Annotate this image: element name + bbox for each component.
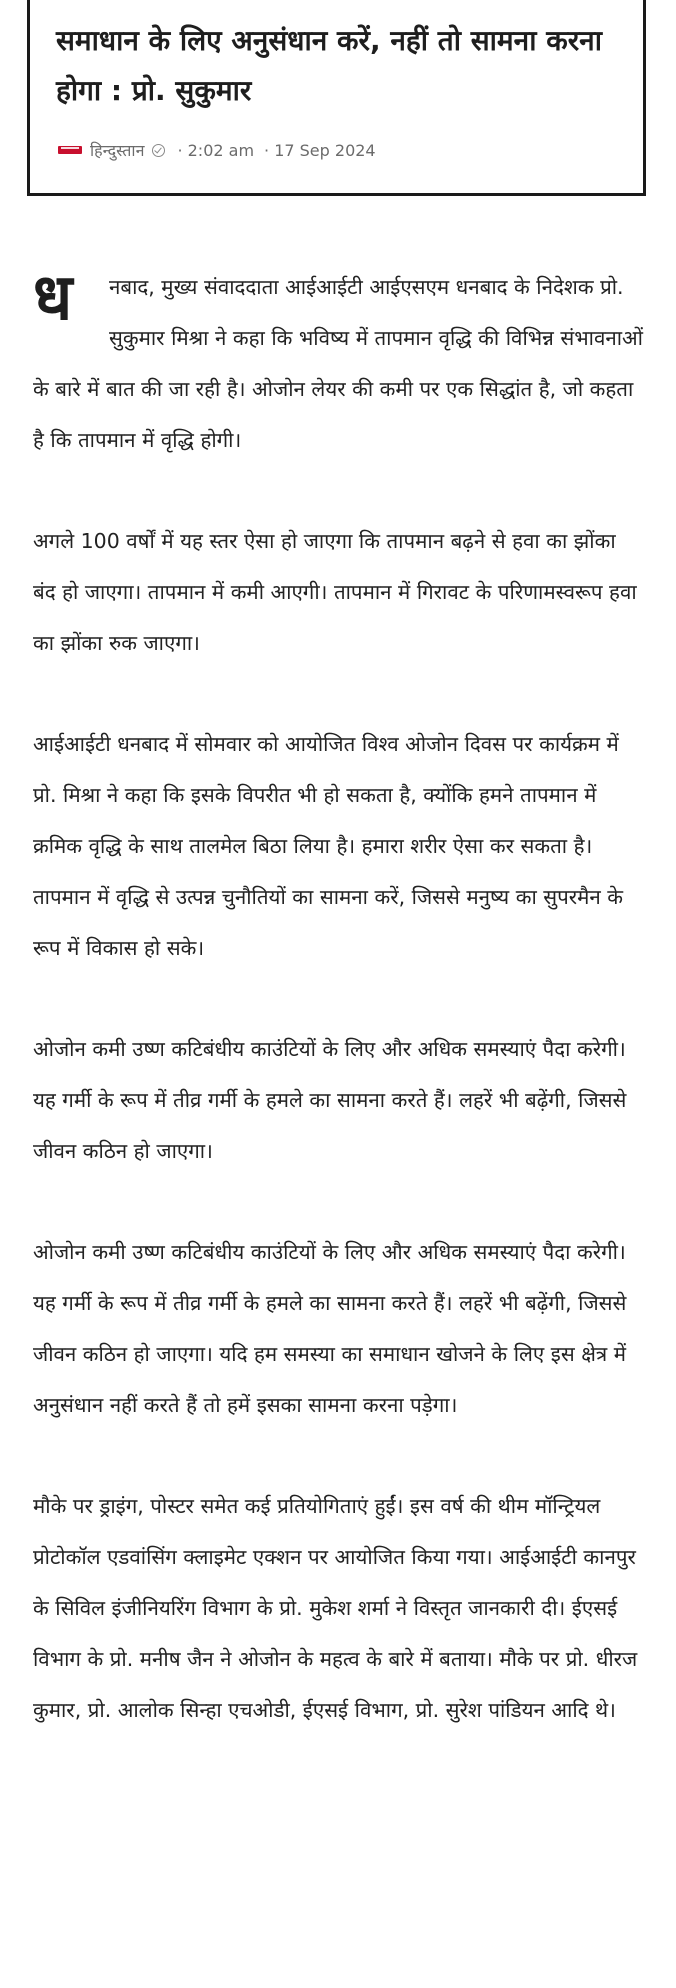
article-paragraph: आईआईटी धनबाद में सोमवार को आयोजित विश्व ओजोन दिवस पर कार्यक्रम में प्रो. मिश्रा ने कहा कि इसके विपरीत भी हो सकता है, क्योंकि हमने तापमान में क्रमिक वृद्धि के साथ तालमेल बिठा लिया है। हमारा शरीर ऐसा कर सकता है। तापमान में वृद्धि से उत्पन्न चुनौतियों का सामना करें, जिससे मनुष्य का सुपरमैन के रूप में विकास हो सके।	[33, 732, 624, 960]
article-paragraph: मौके पर ड्राइंग, पोस्टर समेत कई प्रतियोगिताएं हुईं। इस वर्ष की थीम मॉन्ट्रियल प्रोटोकॉल एडवांसिंग क्लाइमेट एक्शन पर आयोजित किया गया। आईआईटी कानपुर के सिविल इंजीनियरिंग विभाग के प्रो. मुकेश शर्मा ने विस्तृत जानकारी दी। ईएसई विभाग के प्रो. मनीष जैन ने ओजोन के महत्व के बारे में बताया। मौके पर प्रो. धीरज कुमार, प्रो. आलोक सिन्हा एचओडी, ईएसई विभाग, प्रो. सुरेश पांडियन आदि थे।	[33, 1494, 638, 1722]
article-paragraph: अगले 100 वर्षों में यह स्तर ऐसा हो जाएगा कि तापमान बढ़ने से हवा का झोंका बंद हो जाएगा। तापमान में कमी आएगी। तापमान में गिरावट के परिणामस्वरूप हवा का झोंका रुक जाएगा।	[33, 529, 637, 655]
article-paragraph: ओजोन कमी उष्ण कटिबंधीय काउंटियों के लिए और अधिक समस्याएं पैदा करेगी। यह गर्मी के रूप में तीव्र गर्मी के हमले का सामना करते हैं। लहरें भी बढ़ेंगी, जिससे जीवन कठिन हो जाएगा।	[33, 1037, 627, 1163]
publisher-logo-icon	[58, 145, 82, 155]
publish-date: · 17 Sep 2024	[264, 140, 376, 160]
publish-time: · 2:02 am	[177, 140, 255, 160]
article-header-card	[27, 0, 646, 196]
paragraph-text: नबाद, मुख्य संवाददाता आईआईटी आईएसएम धनबाद के निदेशक प्रो. सुकुमार मिश्रा ने कहा कि भविष्य में तापमान वृद्धि की विभिन्न संभावनाओं के बारे में बात की जा रही है। ओजोन लेयर की कमी पर एक सिद्धांत है, जो कहता है कि तापमान में वृद्धि होगी।	[33, 275, 643, 452]
article-meta	[58, 139, 376, 161]
article-paragraph	[33, 262, 643, 466]
article-paragraph: ओजोन कमी उष्ण कटिबंधीय काउंटियों के लिए और अधिक समस्याएं पैदा करेगी। यह गर्मी के रूप में तीव्र गर्मी के हमले का सामना करते हैं। लहरें भी बढ़ेंगी, जिससे जीवन कठिन हो जाएगा। यदि हम समस्या का समाधान खोजने के लिए इस क्षेत्र में अनुसंधान नहीं करते हैं तो हमें इसका सामना करना पड़ेगा।	[33, 1240, 627, 1417]
publisher-name[interactable]: हिन्दुस्तान	[90, 141, 145, 160]
article-headline: समाधान के लिए अनुसंधान करें, नहीं तो सामना करना होगा : प्रो. सुकुमार	[56, 24, 602, 107]
drop-cap: ध	[33, 261, 73, 335]
verified-icon	[152, 144, 165, 157]
article-body	[33, 262, 643, 1786]
